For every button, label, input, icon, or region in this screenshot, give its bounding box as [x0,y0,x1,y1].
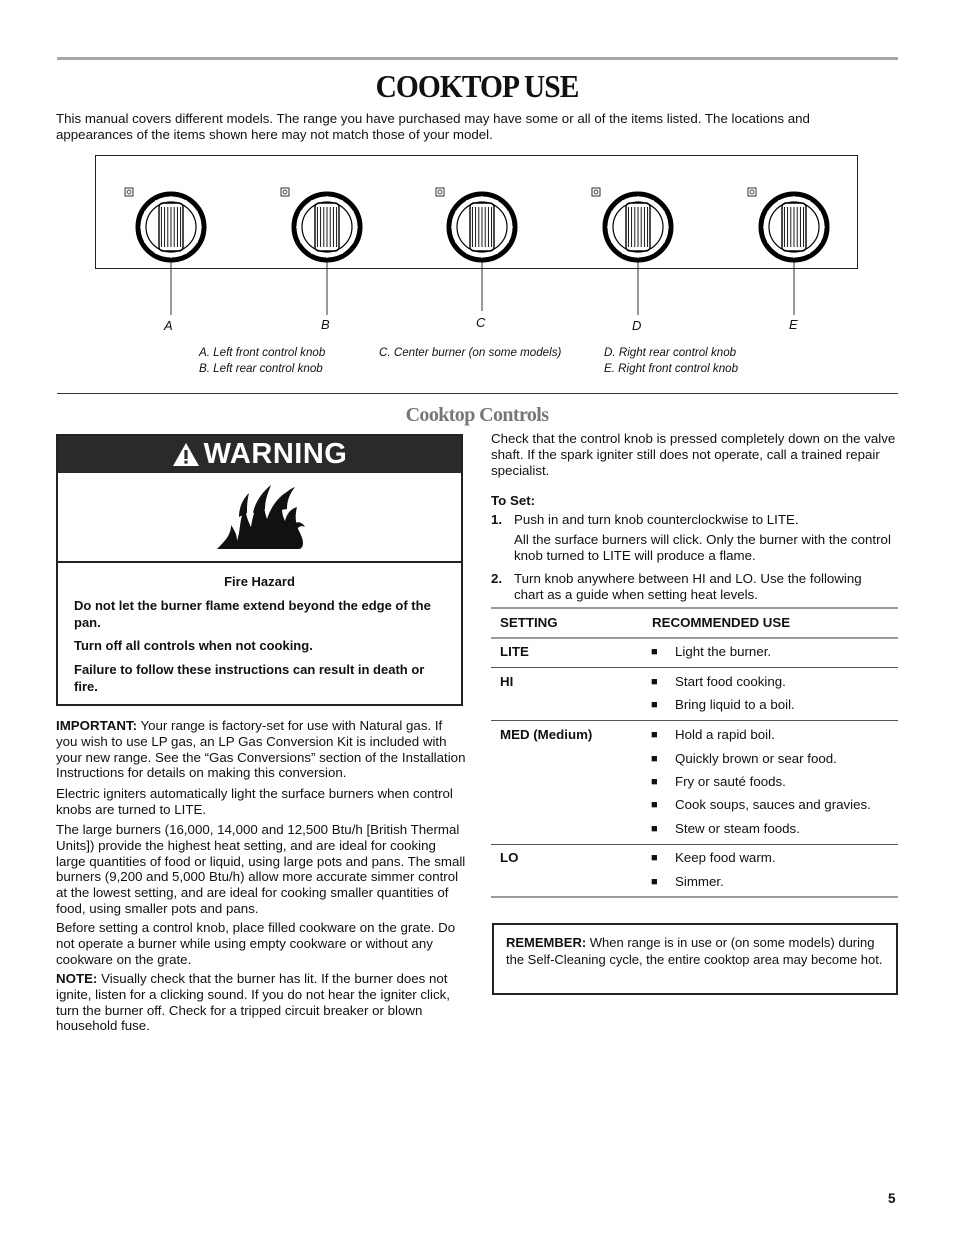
burner-location-icon [436,188,444,196]
setting-lo: LO [500,850,519,865]
use-med-4: Cook soups, sauces and gravies. [675,797,871,812]
label-d: D [632,318,642,333]
setting-lite: LITE [500,644,529,659]
bullet-icon: ■ [651,776,658,788]
table-rule-row [491,667,898,668]
section-rule [57,393,898,394]
caption-b: B. Left rear control knob [199,361,323,375]
bullet-icon: ■ [651,729,658,741]
bullet-icon: ■ [651,699,658,711]
fire-icon [215,483,307,551]
step-1-number: 1. [491,512,503,527]
header-recommended-use: RECOMMENDED USE [652,615,791,630]
label-b: B [321,317,330,332]
note-text: Visually check that the burner has lit. If the burner does not ignite, listen for a clicking sound. If you do not hear the igniter click, turn the burner off. Check for a tripped circuit breaker or blown household fuse. [56,971,450,1034]
burner-location-icon [592,188,600,196]
use-med-3: Fry or sauté foods. [675,774,786,789]
caption-col1 [199,345,325,376]
intro-paragraph: This manual covers different models. The range you have purchased may have some or all of the items listed. The locations and appearances of the items shown here may not match those of your model. [56,111,810,142]
warning-line-2: Turn off all controls when not cooking. [74,638,313,653]
use-lo-1: Keep food warm. [675,850,776,865]
setting-hi: HI [500,674,514,689]
check-paragraph: Check that the control knob is pressed completely down on the valve shaft. If the spark igniter still does not operate, call a trained repair specialist. [491,431,896,478]
page-number: 5 [888,1191,896,1206]
caption-col3 [604,345,738,376]
control-knob [281,188,360,315]
step-2-number: 2. [491,571,503,586]
important-paragraph [56,718,466,781]
control-knob [748,188,827,315]
step-2-text: Turn knob anywhere between HI and LO. Use the following chart as a guide when setting heat levels. [514,571,862,602]
remember-box [492,923,898,995]
control-knob [436,188,515,311]
warning-line-3: Failure to follow these instructions can result in death or fire. [74,662,425,694]
remember-text: When range is in use or (on some models) during the Self-Cleaning cycle, the entire cooktop area may become hot. [506,935,883,967]
bullet-icon: ■ [651,799,658,811]
step-1-text: Push in and turn knob counterclockwise to LITE. [514,512,799,527]
caption-d: D. Right rear control knob [604,346,737,359]
control-knob [125,188,204,315]
setting-med: MED (Medium) [500,727,593,742]
header-setting: SETTING [500,615,558,630]
use-lite-1: Light the burner. [675,644,772,659]
top-rule [57,57,898,60]
table-rule-row [491,720,898,721]
to-set-heading: To Set: [491,493,536,508]
burner-location-icon [281,188,289,196]
caption-c: C. Center burner (on some models) [379,346,562,359]
use-med-2: Quickly brown or sear food. [675,751,837,766]
use-hi-2: Bring liquid to a boil. [675,697,795,712]
bullet-icon: ■ [651,876,658,888]
bullet-icon: ■ [651,852,658,864]
warning-box [56,434,463,706]
caption-col2 [379,345,561,361]
label-e: E [789,317,798,332]
label-c: C [476,315,486,330]
burner-location-icon [125,188,133,196]
control-knob [592,188,671,315]
warning-icon-area [58,473,461,563]
warning-line-1: Do not let the burner flame extend beyond the edge of the pan. [74,598,431,630]
bullet-icon: ■ [651,676,658,688]
burners-paragraph: The large burners (16,000, 14,000 and 12,500 Btu/h [British Thermal Units]) provide the highest heat setting, and are ideal for cooking large quantities of food or liquid, using large pots and pans. The small burners (9,200 and 5,000 Btu/h) allow more accurate simmer control at the lowest setting, and are ideal for cooking smaller quantities of food, using smaller pots and pans. [56,822,466,916]
label-a: A [164,318,173,333]
table-rule-top [491,607,898,609]
knob-diagram [95,155,858,340]
igniter-paragraph: Electric igniters automatically light the surface burners when control knobs are turned to LITE. [56,786,453,817]
bullet-icon: ■ [651,823,658,835]
burner-location-icon [748,188,756,196]
page-title: COOKTOP USE [375,68,579,104]
table-rule-row [491,844,898,845]
use-med-1: Hold a rapid boil. [675,727,775,742]
use-lo-2: Simmer. [675,874,724,889]
warning-label: WARNING [203,438,348,470]
warning-header [58,436,461,473]
table-rule-header [491,637,898,639]
caption-e: E. Right front control knob [604,361,739,375]
use-hi-1: Start food cooking. [675,674,786,689]
important-label: IMPORTANT: [56,718,138,733]
warning-triangle-icon [172,442,200,467]
note-paragraph [56,971,466,1034]
table-rule-bottom [491,896,898,898]
important-text: Your range is factory-set for use with Natural gas. If you wish to use LP gas, an LP Gas Conversion Kit is included with your new range. See the “Gas Conversions” section of the Installation Instructions for details on making this conversion. [56,718,466,781]
note-label: NOTE: [56,971,98,986]
remember-label: REMEMBER: [506,935,587,950]
caption-a: A. Left front control knob [199,346,326,359]
section-subtitle: Cooktop Controls [405,404,549,426]
fire-hazard-title: Fire Hazard [224,574,295,589]
cookware-paragraph: Before setting a control knob, place filled cookware on the grate. Do not operate a burner while using empty cookware or without any cookware on the grate. [56,920,456,967]
bullet-icon: ■ [651,753,658,765]
step-1-detail: All the surface burners will click. Only the burner with the control knob turned to LITE will produce a flame. [514,532,891,563]
use-med-5: Stew or steam foods. [675,821,800,836]
bullet-icon: ■ [651,646,658,658]
